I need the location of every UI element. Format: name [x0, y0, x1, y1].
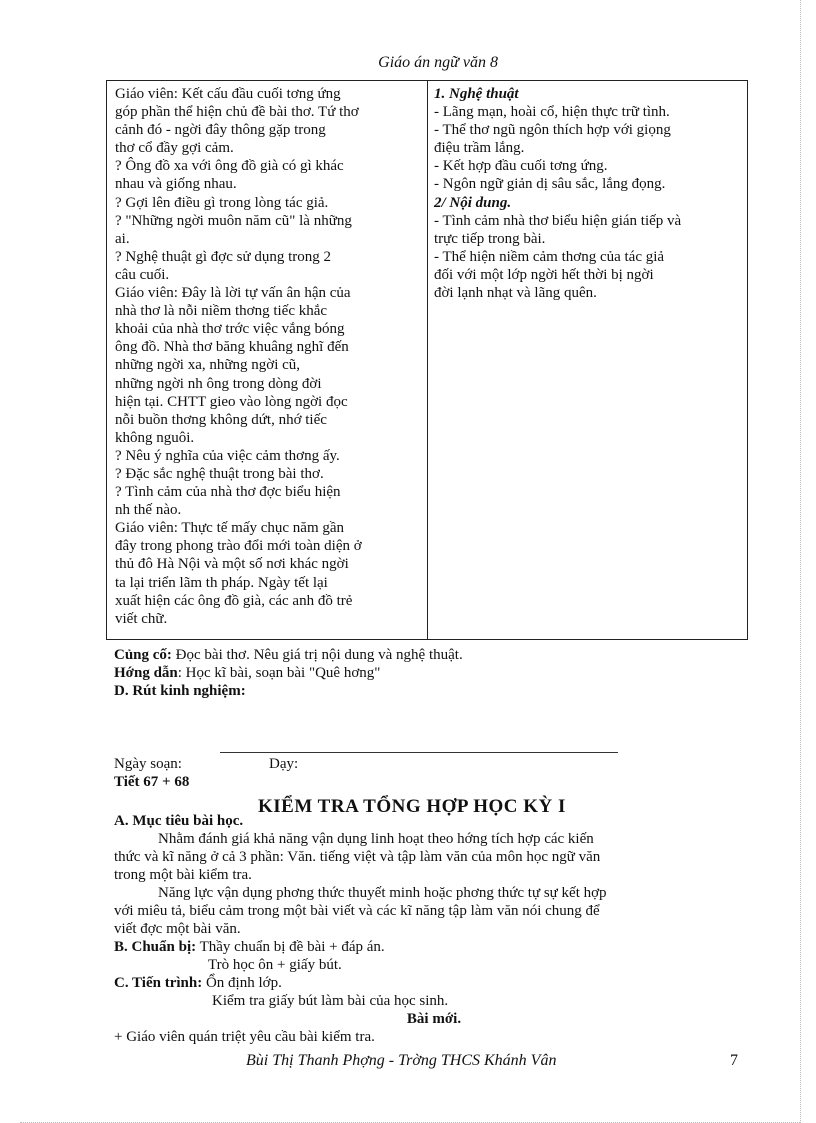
left-line: Giáo viên: Kết cấu đầu cuối tơng ứng [115, 86, 341, 102]
left-line: nhau và giống nhau. [115, 176, 237, 193]
left-line: cảnh đó - ngời đây thông gặp trong [115, 122, 326, 139]
lesson-table [106, 80, 748, 640]
left-line: viết chữ. [115, 610, 168, 627]
left-line: ai. [115, 230, 130, 247]
section-b-line [114, 938, 754, 956]
section-c-text: Ổn định lớp. [202, 975, 282, 991]
right-line: - Ngôn ngữ giản dị sâu sắc, lắng đọng. [434, 176, 666, 193]
section-c-line [114, 974, 754, 992]
prep-date-label: Ngày soạn: [114, 756, 182, 772]
right-line: - Lãng mạn, hoài cổ, hiện thực trữ tình. [434, 104, 670, 121]
section-c-line: Kiểm tra giấy bút làm bài của học sinh. [212, 993, 449, 1009]
right-line: - Thể thơ ngũ ngôn thích hợp với giọng [434, 122, 671, 139]
section-a-line: Năng lực vận dụng phơng thức thuyết minh hoặc phơng thức tự sự kết hợp [158, 885, 607, 901]
right-line: - Thể hiện niềm cảm thơng của tác giả [434, 248, 665, 265]
section-c-heading: C. Tiến trình: [114, 975, 203, 991]
left-line: ? Đặc sắc nghệ thuật trong bài thơ. [115, 465, 324, 482]
section-a-line: viết đợc một bài văn. [114, 921, 241, 937]
date-line [114, 755, 754, 773]
left-line: những ngời nh ông trong dòng đời [115, 375, 322, 392]
lesson-meta [114, 755, 754, 791]
divider-line [220, 752, 618, 753]
consolidation-line [114, 646, 754, 664]
section-b-text: Thầy chuẩn bị đề bài + đáp án. [196, 939, 385, 955]
left-line: hiện tại. CHTT gieo vào lòng ngời đọc [115, 393, 348, 410]
section-a-line: Nhằm đánh giá khả năng vận dụng linh hoạt theo hớng tích hợp các kiến [158, 831, 594, 847]
right-line: điệu trầm lắng. [434, 140, 525, 157]
left-line: đây trong phong trào đổi mới toàn diện ở [115, 538, 362, 555]
right-line: đối với một lớp ngời hết thời bị ngời [434, 266, 654, 283]
left-line: nỗi buồn thơng không dứt, nhớ tiếc [115, 411, 327, 428]
new-lesson-heading: Bài mới. [406, 1011, 462, 1027]
right-line: đời lạnh nhạt và lãng quên. [434, 285, 597, 302]
consolidation-label: Củng cố: [114, 647, 172, 663]
teach-date-label: Dạy: [269, 756, 299, 772]
after-table-notes [114, 646, 754, 700]
left-line: câu cuối. [115, 266, 170, 283]
teacher-activity-column [107, 81, 428, 639]
right-line: trực tiếp trong bài. [434, 230, 546, 247]
guidance-text: : Học kĩ bài, soạn bài "Quê hơng" [177, 665, 381, 681]
section-a-line: trong một bài kiểm tra. [114, 867, 252, 883]
left-line: xuất hiện các ông đồ già, các anh đồ trẻ [115, 592, 353, 609]
left-line: ? Nghệ thuật gì đợc sử dụng trong 2 [115, 248, 332, 265]
consolidation-text: Đọc bài thơ. Nêu giá trị nội dung và nghệ thuật. [171, 647, 463, 663]
section-b-line: Trò học ôn + giấy bút. [208, 957, 342, 973]
section-b-heading: B. Chuẩn bị: [114, 939, 197, 955]
section-a-heading: A. Mục tiêu bài học. [114, 813, 244, 829]
left-line: thủ đô Hà Nội và một số nơi khác ngời [115, 556, 349, 573]
lesson-title: KIỂM TRA TỔNG HỢP HỌC KỲ I [258, 796, 566, 817]
left-line: Giáo viên: Đây là lời tự vấn ân hận của [115, 285, 351, 302]
left-line: nh thế nào. [115, 502, 182, 519]
guidance-label: Hớng dẫn [114, 665, 178, 681]
left-line: khoải của nhà thơ trớc việc vắng bóng [115, 321, 345, 338]
section-a-line: với miêu tả, biểu cảm trong một bài viết và các kĩ năng tập làm văn nói chung để [114, 903, 600, 919]
left-line: Giáo viên: Thực tế mấy chục năm gần [115, 520, 345, 537]
heading-content: 2/ Nội dung. [434, 194, 512, 211]
left-line: ? Gợi lên điều gì trong lòng tác giả. [115, 194, 329, 211]
section-c-line: + Giáo viên quán triệt yêu cầu bài kiểm tra. [114, 1029, 375, 1045]
experience-heading: D. Rút kinh nghiệm: [114, 683, 246, 699]
right-line: - Tình cảm nhà thơ biểu hiện gián tiếp và [434, 212, 682, 229]
section-a-line: thức và kĩ năng ở cả 3 phần: Văn. tiếng việt và tập làm văn của môn học ngữ văn [114, 849, 601, 865]
lesson-body [114, 812, 754, 1046]
heading-art: 1. Nghệ thuật [434, 86, 519, 102]
left-line: những ngời xa, những ngời cũ, [115, 357, 301, 374]
period-label: Tiết 67 + 68 [114, 774, 190, 790]
page-number: 7 [730, 1052, 738, 1069]
left-line: nhà thơ là nỗi niềm thơng tiếc khắc [115, 303, 328, 320]
left-line: ? Tình cảm của nhà thơ đợc biểu hiện [115, 484, 341, 501]
left-line: góp phần thể hiện chủ đề bài thơ. Tứ thơ [115, 104, 359, 121]
left-line: ? Nêu ý nghĩa của việc cảm thơng ấy. [115, 447, 340, 464]
left-line: ? Ông đồ xa với ông đồ già có gì khác [115, 158, 344, 175]
page-edge-right [800, 0, 801, 1123]
left-line: không nguôi. [115, 429, 195, 446]
left-line: ? "Những ngời muôn năm cũ" là những [115, 212, 352, 229]
page-header: Giáo án ngữ văn 8 [378, 54, 498, 71]
guidance-line [114, 664, 754, 682]
content-column [428, 81, 747, 639]
left-line: thơ cổ đầy gợi cảm. [115, 140, 234, 157]
page-footer: Bùi Thị Thanh Phợng - Trờng THCS Khánh Vân [246, 1052, 557, 1069]
left-line: ta lại triển lãm th pháp. Ngày tết lại [115, 574, 328, 591]
left-line: ông đồ. Nhà thơ băng khuâng nghĩ đến [115, 339, 349, 356]
right-line: - Kết hợp đầu cuối tơng ứng. [434, 158, 608, 175]
